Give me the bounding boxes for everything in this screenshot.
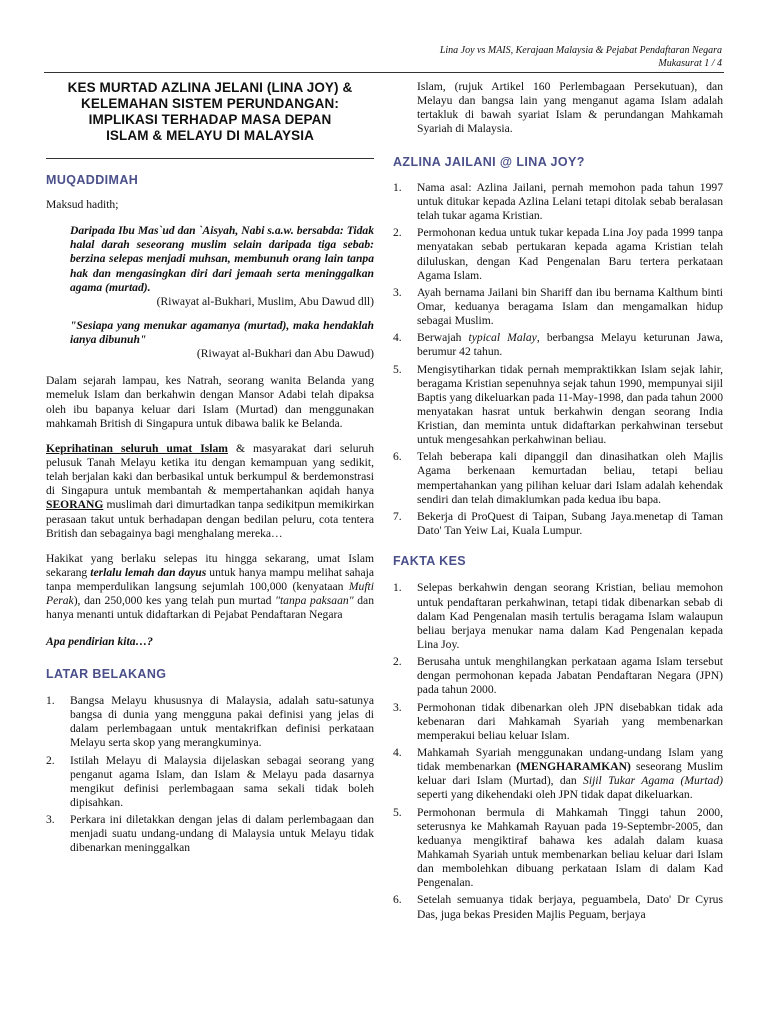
list-item bbox=[393, 450, 723, 507]
section-heading-azlina: AZLINA JAILANI @ LINA JOY? bbox=[393, 154, 585, 169]
hadith-source-2: (Riwayat al-Bukhari dan Abu Dawud) bbox=[196, 347, 374, 361]
hadith-intro: Maksud hadith; bbox=[46, 197, 119, 211]
hadith-quote-2: "Sesiapa yang menukar agamanya (murtad), maka hendaklah ianya dibunuh" bbox=[70, 318, 374, 347]
title-divider bbox=[46, 158, 374, 159]
emphasis-typical-malay: typical Malay bbox=[468, 331, 537, 345]
latar-belakang-list bbox=[46, 694, 374, 856]
hadith-quote-1: Daripada Ibu Mas`ud dan `Aisyah, Nabi s.a.w. bersabda: Tidak halal darah seseorang muslim selain daripada tiga sebab: berzina selepas menjadi muhsan, membunuh orang lain tanpa hak dan mengasingkan diri dari jemaah serta meninggalkan agama (murtad). bbox=[70, 224, 374, 294]
document-title bbox=[46, 80, 374, 144]
list-item bbox=[393, 331, 723, 359]
emphasis-tanpa-paksaan: "tanpa paksaan" bbox=[275, 594, 354, 608]
emphasis-sijil-tukar-agama: Sijil Tukar Agama (Murtad) bbox=[583, 774, 724, 788]
list-number: 1. bbox=[46, 693, 55, 707]
list-item bbox=[393, 746, 723, 803]
paragraph-hakikat bbox=[46, 552, 374, 623]
emphasis-seorang: SEORANG bbox=[46, 498, 104, 512]
header-divider bbox=[44, 72, 724, 73]
text-run: & masyarakat dari seluruh pelusuk Tanah Melayu ketika itu dengan kemampuan yang sedikit, telah berjalan kaki dan berbasikal untuk berkumpul & berdemonstrasi di Singapura untuk membantah & mempertahankan aqidah hanya bbox=[46, 441, 374, 498]
right-column bbox=[393, 80, 723, 925]
page-number: Mukasurat 1 / 4 bbox=[658, 58, 722, 69]
list-text: Berusaha untuk menghilangkan perkataan agama Islam tersebut dengan permohonan kepada Jabatan Pendaftaran Negara (JPN) pada tahun 2000. bbox=[417, 655, 723, 697]
list-number: 4. bbox=[393, 331, 402, 345]
list-number: 1. bbox=[393, 581, 402, 595]
list-number: 5. bbox=[393, 805, 402, 819]
list-text: Berwajah bbox=[417, 331, 469, 345]
list-number: 2. bbox=[393, 226, 402, 240]
list-number: 2. bbox=[393, 655, 402, 669]
title-line-2: KELEMAHAN SISTEM PERUNDANGAN: bbox=[81, 95, 339, 111]
list-text: Nama asal: Azlina Jailani, pernah memohon pada tahun 1997 untuk ditukar kepada Azlina Lelani tetapi ditolak sebab beralasan telah tukar agama Kristian. bbox=[417, 180, 723, 223]
list-number: 3. bbox=[393, 285, 402, 299]
list-text: Mahkamah Syariah menggunakan undang-undang Islam yang tidak membenarkan bbox=[417, 745, 723, 774]
page-header bbox=[440, 44, 722, 70]
list-number: 3. bbox=[46, 813, 55, 827]
hadith-source-1: (Riwayat al-Bukhari, Muslim, Abu Dawud dll) bbox=[156, 294, 374, 308]
list-item bbox=[393, 655, 723, 697]
emphasis-mufti: Mufti Perak bbox=[46, 580, 374, 608]
list-item bbox=[46, 694, 374, 751]
list-text: Bekerja di ProQuest di Taipan, Subang Jaya.menetap di Taman Dato' Tan Yeiw Lai, Kuala Lumpur. bbox=[417, 509, 723, 538]
latar-continuation: Islam, (rujuk Artikel 160 Perlembagaan Persekutuan), dan Melayu dan bangsa lain yang menganut agama Islam adalah tertakluk di bawah syariat Islam & perundangan Mahkamah Syariah di Malaysia. bbox=[417, 80, 723, 136]
text-run: ), dan 250,000 kes yang telah pun murtad bbox=[73, 594, 276, 608]
list-text: seperti yang dikehendaki oleh JPN tidak dapat dikeluarkan. bbox=[417, 788, 693, 802]
list-text: Mengisytiharkan tidak pernah mempraktikkan Islam sejak lahir, beragama Kristian sepenuhnya sejak tahun 1990, mempunyai sijil Baptis yang dikeluarkan pada 11-May-1998, dan pada tahun 2000 menyatakan hasrat untuk berkahwin dengan seorang India Kristian, dan meminta untuk didaftarkan perkahwinan tersebut untuk mengesahkan perkahwinan beliau. bbox=[417, 362, 723, 447]
text-run: muslimah dari dimurtadkan tanpa sedikitpun memikirkan perasaan takut untuk berhadapan dengan bedilan peluru, cota tentera British dan sebagainya bagi menghalang mereka… bbox=[46, 498, 374, 540]
left-column bbox=[46, 78, 374, 859]
list-number: 3. bbox=[393, 700, 402, 714]
list-number: 5. bbox=[393, 362, 402, 376]
list-number: 6. bbox=[393, 450, 402, 464]
text-run: Hakikat yang berlaku selepas itu hingga sekarang, umat Islam sekarang bbox=[46, 551, 374, 580]
list-item bbox=[393, 181, 723, 223]
emphasis-lemah: terlalu lemah dan dayus bbox=[90, 566, 207, 580]
paragraph-natrah: Dalam sejarah lampau, kes Natrah, seorang wanita Belanda yang memeluk Islam dan berkahwin dengan Mansor Adabi telah dipaksa oleh ibu bapanya keluar dari Islam (Murtad) dan menggunakan mahkamah British di Singapura untuk dibawa balik ke Belanda. bbox=[46, 374, 374, 430]
list-text: Ayah bernama Jailani bin Shariff dan ibu bernama Kalthum binti Omar, keduanya beragama Islam dan mengamalkan hidup sebagai Muslim. bbox=[417, 285, 723, 328]
section-heading-latar-belakang: LATAR BELAKANG bbox=[46, 666, 167, 681]
list-number: 2. bbox=[46, 753, 55, 767]
list-number: 6. bbox=[393, 893, 402, 907]
text-run: untuk hanya mampu melihat sahaja tanpa memperdulikan langsung sejumlah 100,000 (kenyataan bbox=[46, 566, 374, 594]
list-item bbox=[46, 754, 374, 811]
list-text: Selepas berkahwin dengan seorang Kristian, beliau memohon untuk pendaftaran perkahwinan, tetapi tidak dibenarkan sebab di dalam Kad Pengenalan masih tertulis beragama Islam walaupun beliau berjaya menukar nama dalam Kad Pengenalan kepada Lina Joy. bbox=[417, 581, 723, 651]
list-item bbox=[393, 510, 723, 538]
list-number: 4. bbox=[393, 745, 402, 759]
text-run: dan hanya menanti untuk didaftarkan di Pejabat Pendaftaran Negara bbox=[46, 594, 375, 622]
title-line-1: KES MURTAD AZLINA JELANI (LINA JOY) & bbox=[67, 80, 353, 95]
list-text: Permohonan tidak dibenarkan oleh JPN disebabkan tidak ada kebenaran dari Mahkamah Syariah yang membenarkan memperakui beliau keluar Islam. bbox=[417, 700, 723, 742]
list-text: Istilah Melayu di Malaysia dijelaskan sebagai seorang yang penganut agama Islam, dan Islam & Melayu pada dasarnya mengikut definisi perlembagaan sama sekali tidak boleh dipisahkan. bbox=[70, 753, 374, 809]
title-line-3: IMPLIKASI TERHADAP MASA DEPAN bbox=[88, 111, 332, 127]
list-text: seseorang Muslim keluar dari Islam (Murtad), dan bbox=[417, 760, 723, 788]
list-number: 7. bbox=[393, 509, 402, 523]
list-text: Perkara ini diletakkan dengan jelas di dalam perlembagaan dan menjadi suatu undang-undang di Malaysia untuk Melayu tidak dibenarkan meninggalkan bbox=[70, 813, 374, 855]
list-item bbox=[46, 813, 374, 855]
list-text: Permohonan kedua untuk tukar kepada Lina Joy pada 1999 tanpa menyatakan sebab pertukaran kepada agama Kristian telah diluluskan, dengan Kad Pengenalan Baru tertera perkataan Agama Islam. bbox=[417, 226, 723, 282]
header-title: Lina Joy vs MAIS, Kerajaan Malaysia & Pejabat Pendaftaran Negara bbox=[439, 45, 722, 56]
list-item bbox=[393, 701, 723, 743]
list-item bbox=[393, 893, 723, 921]
list-item bbox=[393, 226, 723, 283]
section-heading-muqaddimah: MUQADDIMAH bbox=[46, 172, 139, 187]
list-number: 1. bbox=[393, 180, 402, 194]
paragraph-keprihatinan bbox=[46, 442, 374, 541]
title-line-4: ISLAM & MELAYU DI MALAYSIA bbox=[106, 127, 314, 143]
list-text: Permohonan bermula di Mahkamah Tinggi tahun 2000, seterusnya ke Mahkamah Rayuan pada 19-Septembr-2005, dan keduanya mengiktiraf bahawa kes adalah dalam kuasa Mahkamah Syariah untuk membenarkan beliau keluar dari Islam dan membolehkan dibuang perkataan Islam di dalam Kad Pengenalan. bbox=[417, 805, 723, 890]
list-item bbox=[393, 806, 723, 891]
closing-question: Apa pendirian kita…? bbox=[46, 634, 153, 648]
emphasis-keprihatinan: Keprihatinan seluruh umat Islam bbox=[46, 441, 228, 455]
fakta-kes-list bbox=[393, 581, 723, 921]
list-item bbox=[393, 363, 723, 448]
list-text: Telah beberapa kali dipanggil dan dinasihatkan oleh Majlis Agama berkenaan kemurtadan beliau, tetapi beliau mempertahankan yang pilihan keluar dari Islam adalah kehendak sendiri dan telah dimaklumkan pada kedua ibu bapa. bbox=[417, 450, 723, 506]
list-text: Bangsa Melayu khususnya di Malaysia, adalah satu-satunya bangsa di dunia yang mengguna pakai definisi yang jelas di dalam perlembagaan untuk mentakrifkan definisi perkataan Melayu serta skop yang merangkuminya. bbox=[70, 693, 374, 750]
list-text: , berbangsa Melayu keturunan Jawa, berumur 42 tahun. bbox=[417, 331, 723, 359]
list-item bbox=[393, 581, 723, 652]
azlina-list bbox=[393, 181, 723, 538]
list-item bbox=[393, 286, 723, 328]
emphasis-mengharamkan: (MENGHARAMKAN) bbox=[516, 760, 631, 774]
list-text: Setelah semuanya tidak berjaya, peguambela, Dato' Dr Cyrus Das, juga bekas Presiden Majlis Peguam, berjaya bbox=[417, 893, 723, 921]
section-heading-fakta-kes: FAKTA KES bbox=[393, 554, 467, 569]
